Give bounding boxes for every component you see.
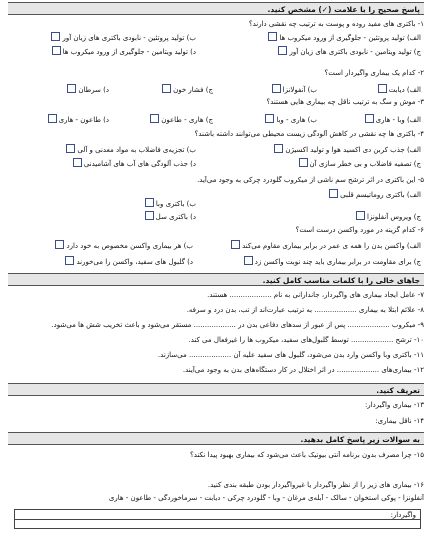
fill-question-12: ۱۲- بیماری‌های ................... در اثر اختلال در کار دستگاه‌های بدن به وجود می‌آیند. xyxy=(182,366,424,374)
q1-option-b[interactable]: ب) تولید پروتئین - نابودی باکتری های زیان آور xyxy=(49,32,196,43)
q2-option-b[interactable]: ب) آنفولانزا xyxy=(270,84,317,95)
checkbox[interactable] xyxy=(150,114,159,123)
q2-option-d[interactable]: د) سرطان xyxy=(65,84,109,95)
checkbox[interactable] xyxy=(231,240,240,249)
checkbox[interactable] xyxy=(162,84,171,93)
question-6: ۶- کدام گزینه در مورد واکسن درست است؟ xyxy=(295,226,424,234)
section-header-true-false: پاسخ صحیح را با علامت (✓) مشخص کنید. xyxy=(8,2,424,15)
contagious-answer-box-extra[interactable] xyxy=(14,520,421,529)
checkbox[interactable] xyxy=(244,256,253,265)
q5-option-c[interactable]: ج) ویروس آنفلونزا xyxy=(354,211,421,222)
fill-question-7: ۷- عامل ایجاد بیماری های واگیردار، جاندارانی به نام ................... هستند. xyxy=(207,291,424,299)
fill-question-9: ۹- میکروب ................... پس از عبور از سدهای دفاعی بدن در ................... مستقر می‌شود و باعث تخریب شش ها می‌شود. xyxy=(51,321,424,329)
q1-option-d[interactable]: د) تولید ویتامین - جلوگیری از ورود میکروب ها xyxy=(50,46,196,57)
q6-option-c[interactable]: ج) برای مقاومت در برابر بیماری باید چند نوبت واکسن زد xyxy=(242,256,421,267)
section-header-define: تعریف کنید. xyxy=(8,383,424,396)
question-4: ۴- باکتری ها چه نقشی در کاهش آلودگی زیست محیطی می‌توانند داشته باشند؟ xyxy=(194,130,424,138)
checkbox[interactable] xyxy=(66,144,75,153)
contagious-answer-box[interactable] xyxy=(14,509,421,520)
checkbox[interactable] xyxy=(52,46,61,55)
checkbox[interactable] xyxy=(378,84,387,93)
q5-option-b[interactable]: ب) باکتری وبا xyxy=(143,198,196,209)
question-5: ۵- این باکتری در اثر ترشح سم ناشی از میکروب گلودرد چرکی به وجود می‌آید. xyxy=(197,176,424,184)
checkbox[interactable] xyxy=(55,240,64,249)
q2-option-a[interactable]: الف) دیابت xyxy=(376,84,421,95)
q6-option-b[interactable]: ب) هر بیماری واکسن مخصوص به خود دارد xyxy=(53,240,193,251)
q3-option-b[interactable]: ب) هاری - وبا xyxy=(263,114,317,125)
checkbox[interactable] xyxy=(278,46,287,55)
section-header-fill-blank: جاهای خالی را با کلمات مناسب کامل کنید. xyxy=(8,273,424,286)
checkbox[interactable] xyxy=(268,32,277,41)
section-header-answer: به سوالات زیر پاسخ کامل بدهید. xyxy=(8,432,424,445)
question-3: ۳- موش و سگ به ترتیب ناقل چه بیماری هایی هستند؟ xyxy=(266,98,424,106)
question-2: ۲- کدام یک بیماری واگیردار است؟ xyxy=(324,69,424,77)
checkbox[interactable] xyxy=(265,114,274,123)
q3-option-d[interactable]: د) طاعون - هاری xyxy=(46,114,109,125)
checkbox[interactable] xyxy=(329,189,338,198)
checkbox[interactable] xyxy=(145,198,154,207)
checkbox[interactable] xyxy=(272,84,281,93)
q1-option-a[interactable]: الف) تولید پروتئین - جلوگیری از ورود میکروب ها xyxy=(266,32,421,43)
q5-option-d[interactable]: د) باکتری سل xyxy=(143,211,196,222)
checkbox[interactable] xyxy=(274,144,283,153)
checkbox[interactable] xyxy=(65,256,74,265)
answer-question-16: ۱۶- بیماری های زیر را از نظر واگیردار یا غیرواگیردار بودن طبقه بندی کنید. xyxy=(207,481,424,489)
fill-question-11: ۱۱- باکتری وبا واکسن وارد بدن می‌شود، گلبول های سفید علیه آن ................... می‌سازند. xyxy=(157,351,424,359)
q4-option-d[interactable]: د) جذب آلودگی های آب های آشامیدنی xyxy=(71,158,196,169)
q6-option-d[interactable]: د) گلبول های سفید، واکسن را می‌خورند xyxy=(63,256,193,267)
q1-option-c[interactable]: ج) تولید ویتامین - نابودی باکتری های زیان آور xyxy=(276,46,421,57)
q5-option-a[interactable]: الف) باکتری روماتیسم قلبی xyxy=(327,189,421,200)
checkbox[interactable] xyxy=(145,211,154,220)
contagious-label: واگیردار: xyxy=(390,511,416,519)
checkbox[interactable] xyxy=(73,158,82,167)
answer-question-15: ۱۵- چرا مصرف بدون برنامه آنتی بیوتیک باعث می‌شود که بیماری بهبود پیدا نکند؟ xyxy=(190,451,424,459)
checkbox[interactable] xyxy=(365,114,374,123)
q6-option-a[interactable]: الف) واکسن بدن را همه ی عمر در برابر بیماری مقاوم می‌کند xyxy=(229,240,421,251)
checkbox[interactable] xyxy=(299,158,308,167)
fill-question-10: ۱۰- ترشح ................... توسط گلبول‌های سفید، میکروب ها را غیرفعال می کند. xyxy=(188,336,424,344)
define-question-14: ۱۴- ناقل بیماری: xyxy=(375,417,424,425)
fill-question-8: ۸- علائم ابتلا به بیماری ................... به ترتیب عبارت‌اند از تب، بدن درد و سرفه. xyxy=(186,306,424,314)
checkbox[interactable] xyxy=(67,84,76,93)
q4-option-c[interactable]: ج) تصفیه فاضلاب و بی خطر سازی آن xyxy=(297,158,421,169)
q3-option-a[interactable]: الف) وبا - هاری xyxy=(363,114,421,125)
checkbox[interactable] xyxy=(48,114,57,123)
q2-option-c[interactable]: ج) فشار خون xyxy=(160,84,213,95)
disease-list: آنفلونزا - پوکی استخوان - سالک - آبله‌ی مرغان - وبا - گلودرد چرکی - دیابت - سرماخوردگی - طاعون - هاری xyxy=(108,494,424,502)
define-question-13: ۱۳- بیماری واگیردار: xyxy=(364,401,424,409)
q4-option-b[interactable]: ب) تجزیه‌ی فاضلاب به مواد معدنی و آلی xyxy=(64,144,196,155)
q3-option-c[interactable]: ج) هاری - طاعون xyxy=(148,114,213,125)
question-1: ۱- باکتری های مفید روده و پوست به ترتیب چه نقشی دارند؟ xyxy=(248,20,424,28)
checkbox[interactable] xyxy=(356,211,365,220)
q4-option-a[interactable]: الف) جذب کربن دی اکسید هوا و تولید اکسیژن xyxy=(272,144,421,155)
checkbox[interactable] xyxy=(51,32,60,41)
